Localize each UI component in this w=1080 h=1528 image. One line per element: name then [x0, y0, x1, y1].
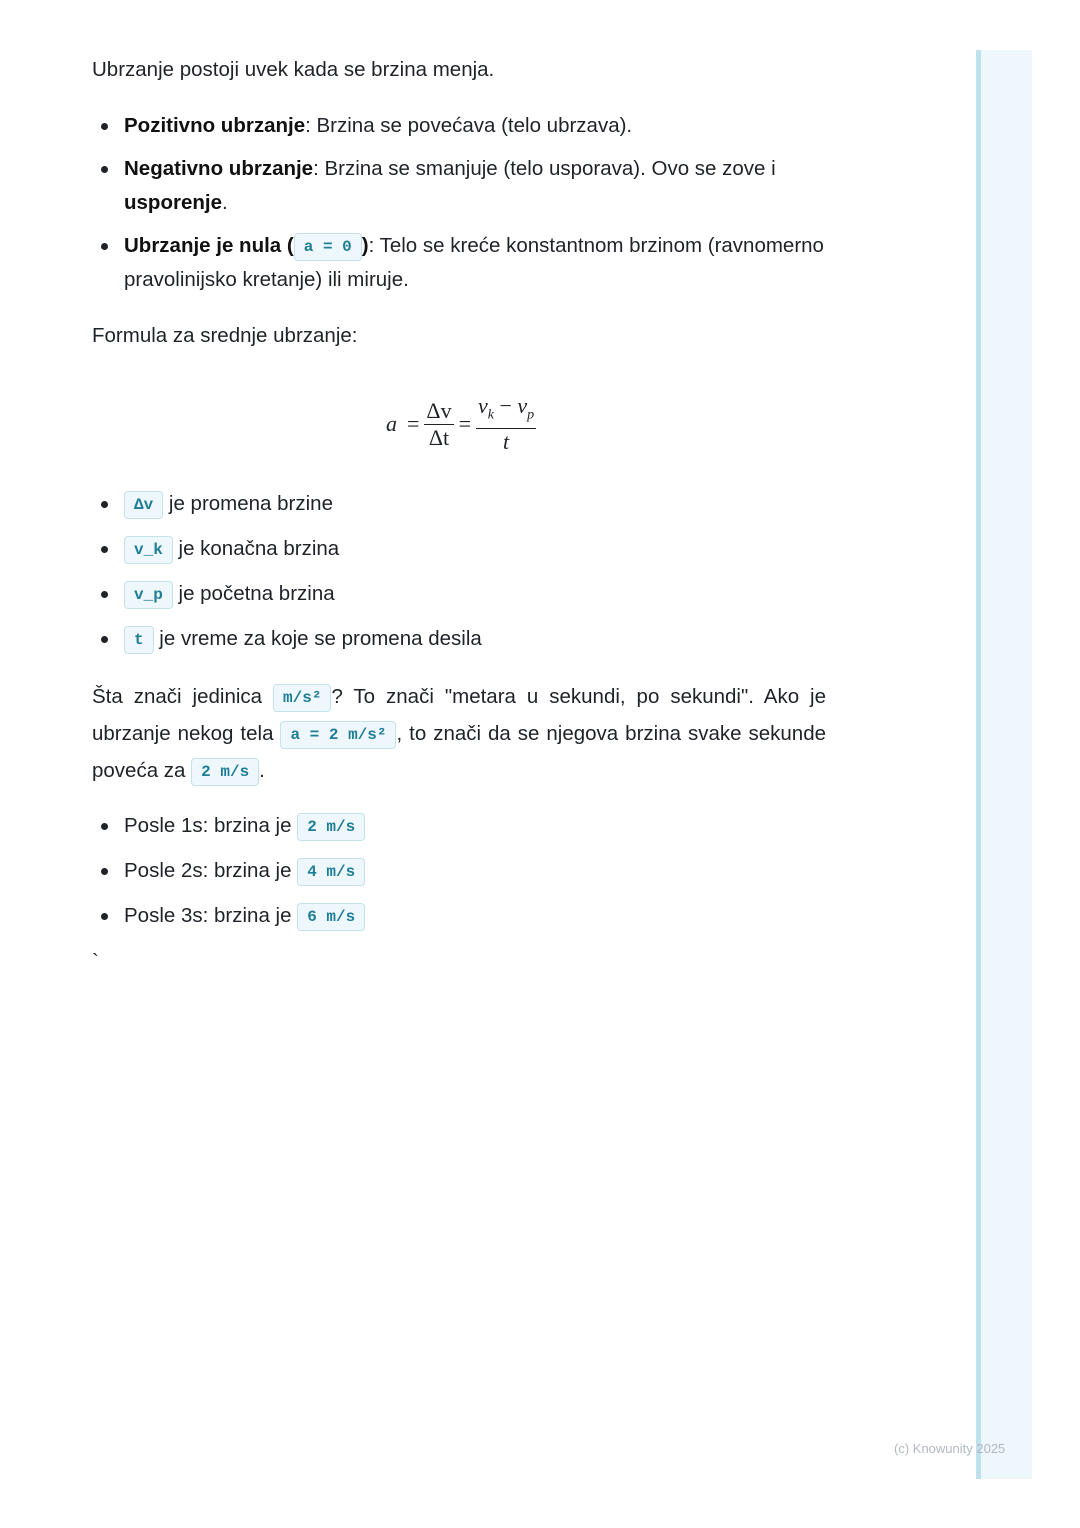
formula-denominator: Δt [428, 424, 450, 450]
formula-denominator: t [503, 429, 510, 455]
inline-code: a = 2 m/s² [280, 721, 396, 749]
list-item [92, 577, 826, 611]
variable-desc: je konačna brzina [172, 537, 340, 560]
inline-code: t [124, 626, 154, 654]
list-item [92, 229, 826, 297]
acceleration-cases-list [92, 109, 826, 297]
inline-code: Δv [124, 491, 163, 519]
list-item: Posle 2s: brzina je 4 m/s [92, 854, 826, 888]
formula-numerator: Δv [426, 397, 452, 423]
inline-code: 4 m/s [297, 858, 365, 886]
formula-intro: Formula za srednje ubrzanje: [92, 324, 358, 347]
case-label-close: ) [361, 234, 369, 257]
case-text: : Brzina se smanjuje (telo usporava). Ovo se zove i [313, 157, 776, 180]
case-tail: . [221, 191, 228, 214]
inline-code: a = 0 [294, 233, 362, 261]
case-text: : Brzina se povećava (telo ubrzava). [305, 114, 633, 137]
list-item [92, 152, 826, 220]
variable-desc: je vreme za koje se promena desila [153, 627, 482, 650]
list-item [92, 532, 826, 566]
copyright-footer: (c) Knowunity 2025 [894, 1441, 1006, 1456]
inline-code: v_p [124, 581, 173, 609]
document-content [92, 50, 826, 979]
stray-backtick: ` [92, 950, 99, 973]
inline-code: 6 m/s [297, 903, 365, 931]
inline-code: m/s² [273, 684, 331, 712]
formula-lhs: a [386, 411, 397, 437]
formula-fraction-delta [424, 398, 453, 451]
formula-equals: = [407, 411, 420, 437]
list-item: Posle 1s: brzina je 2 m/s [92, 809, 826, 843]
formula-equals: = [458, 411, 471, 437]
list-item [92, 622, 826, 656]
formula-fraction-velocities [476, 393, 536, 455]
right-margin-panel [976, 50, 1032, 1479]
inline-code: v_k [124, 536, 173, 564]
case-label: Pozitivno ubrzanje [124, 114, 306, 137]
unit-paragraph: Šta znači jedinica m/s² ? To znači "metara u sekundi, po sekundi". Ako je ubrzanje nekog tela a = 2 m/s² , to znači da se njegova brzina svake sekunde poveća za 2 m/s . [92, 678, 826, 789]
variables-list [92, 487, 826, 656]
intro-paragraph: Ubrzanje postoji uvek kada se brzina menja. [92, 58, 495, 81]
variable-desc: je početna brzina [172, 582, 335, 605]
inline-code: 2 m/s [297, 813, 365, 841]
inline-code: 2 m/s [191, 758, 259, 786]
list-item [92, 109, 826, 143]
list-item [92, 487, 826, 521]
examples-list [92, 809, 826, 933]
case-label: Ubrzanje je nula ( [124, 234, 294, 257]
variable-desc: je promena brzine [163, 492, 333, 515]
acceleration-formula [92, 353, 826, 503]
case-label: Negativno ubrzanje [124, 157, 314, 180]
case-term: usporenje [124, 191, 222, 214]
list-item: Posle 3s: brzina je 6 m/s [92, 899, 826, 933]
case-text: : Telo se kreće konstantnom brzinom (ravnomerno pravolinijsko kretanje) ili miruje. [124, 234, 824, 291]
formula-numerator: $v_k - v_p$ [476, 393, 536, 429]
